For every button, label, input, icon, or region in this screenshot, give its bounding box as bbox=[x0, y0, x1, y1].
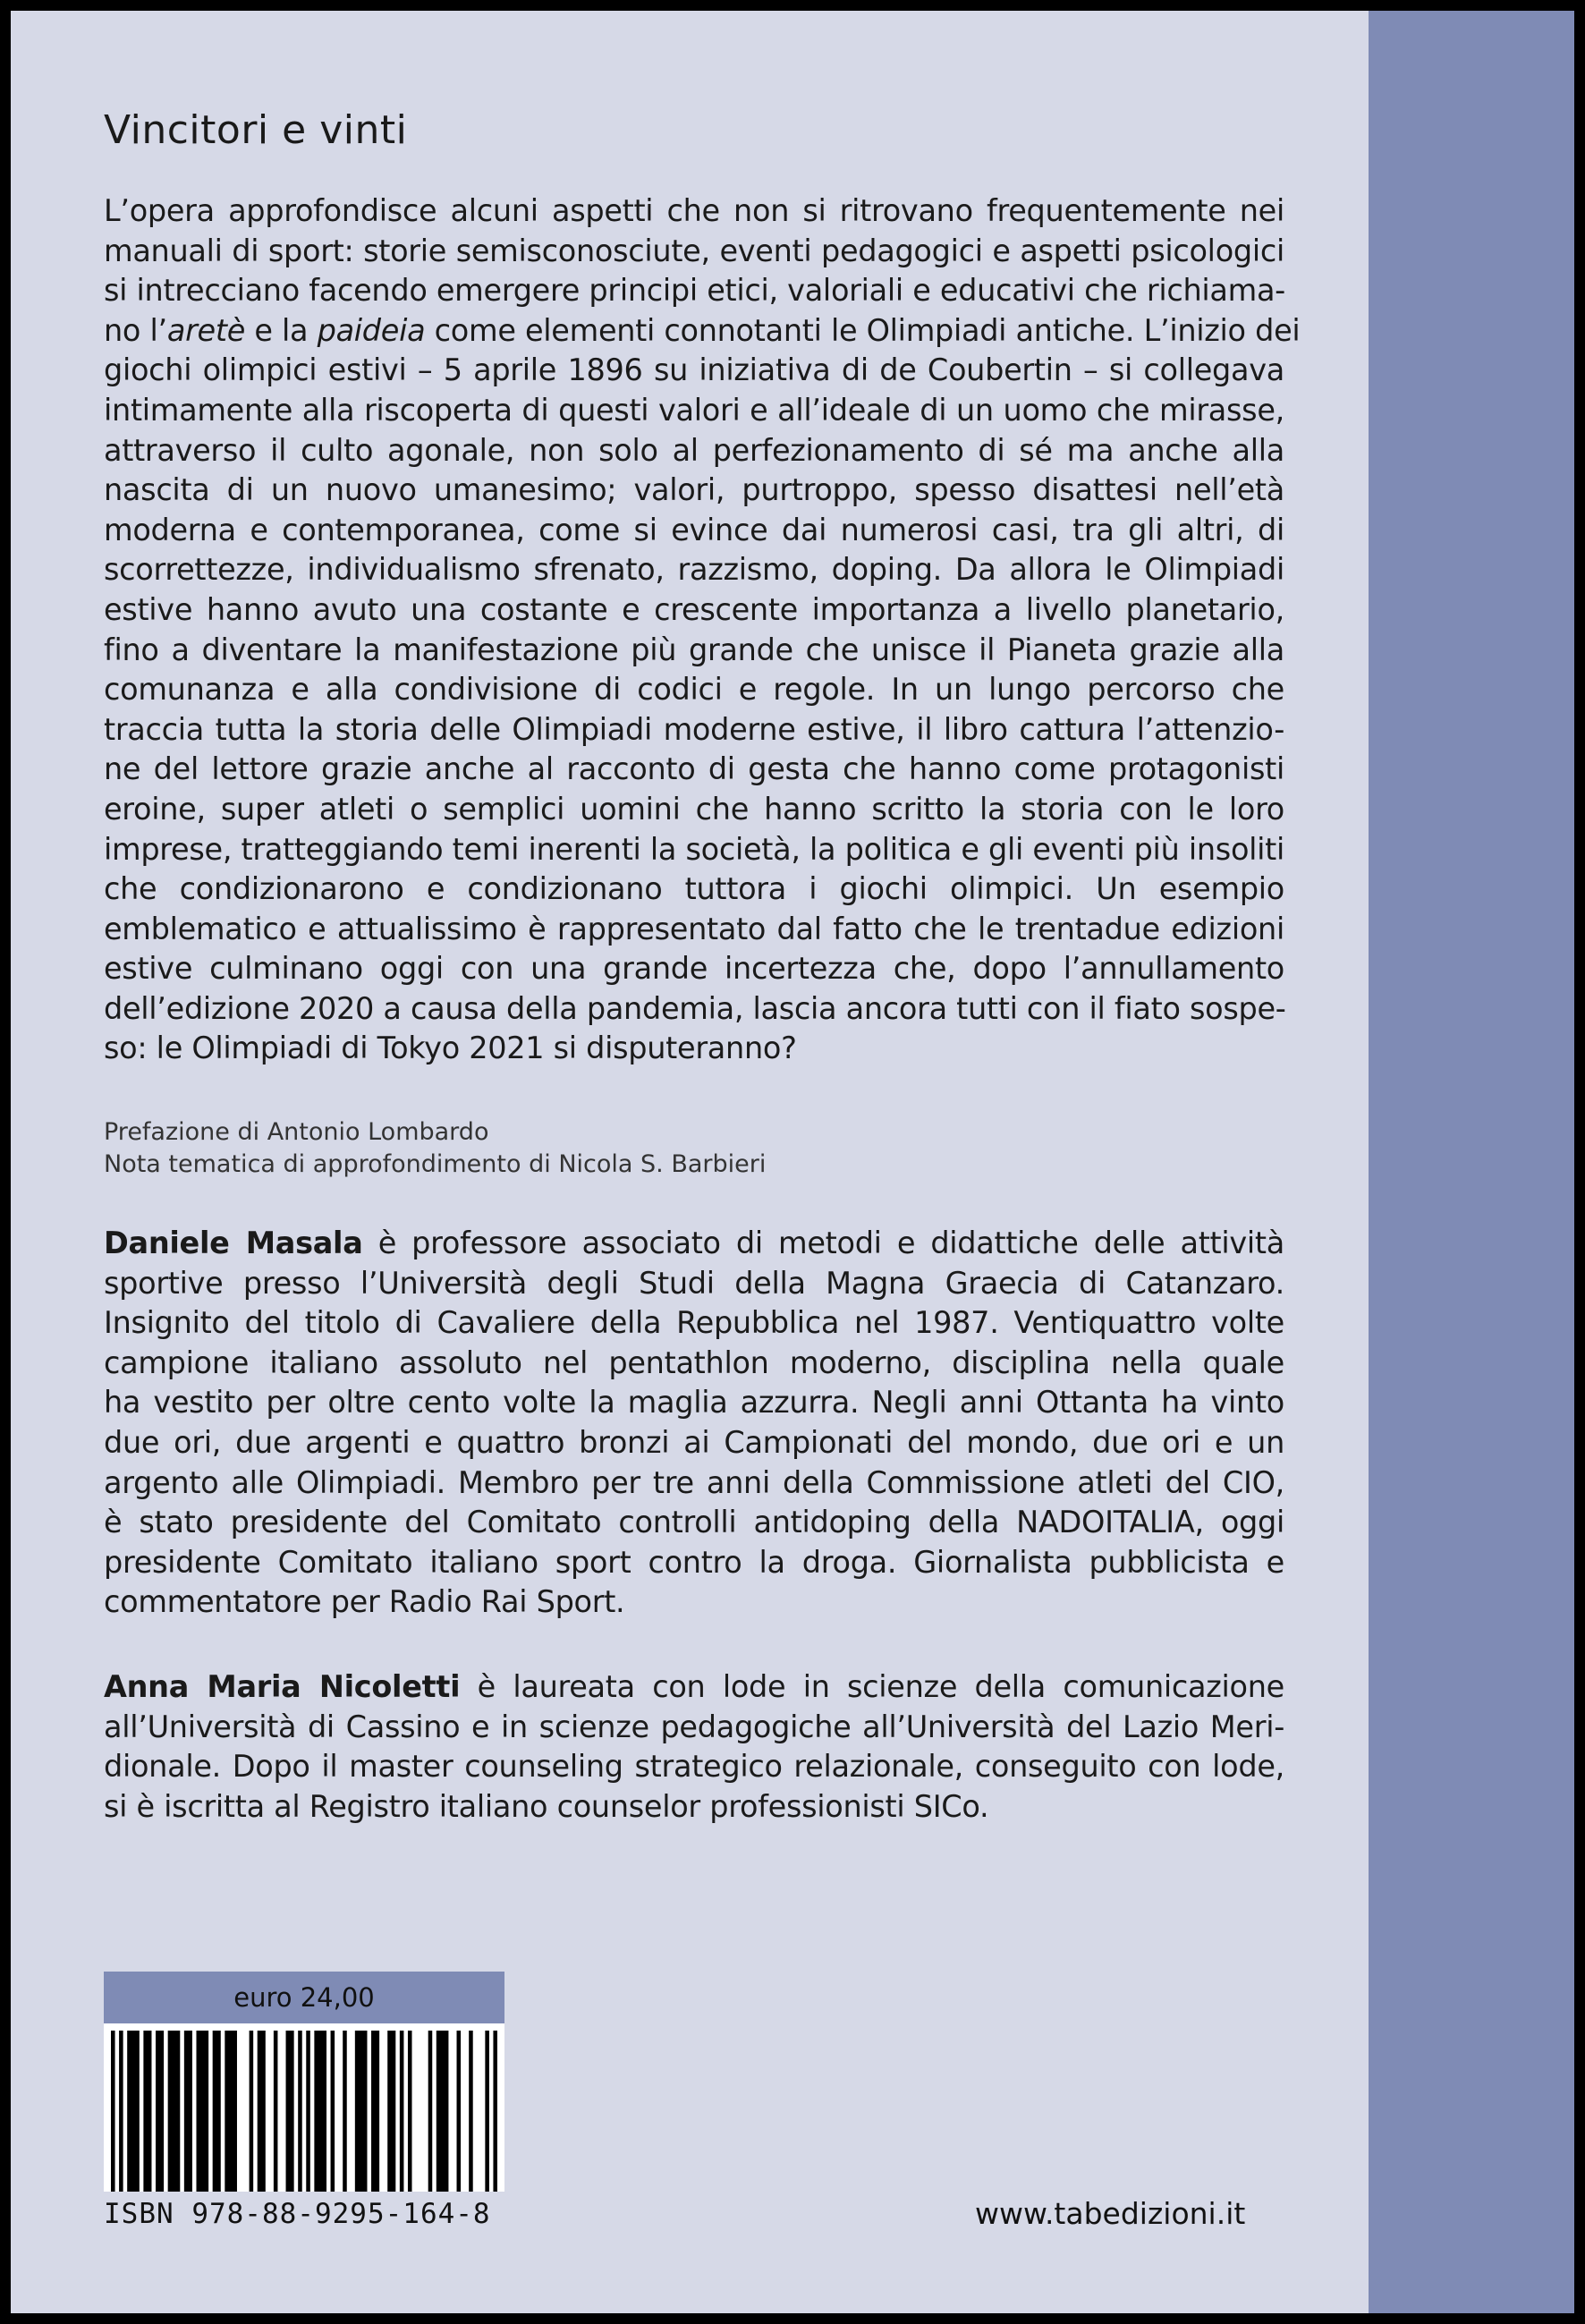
bio-text: è professore associato di metodi e didattiche delle attività bbox=[362, 1226, 1284, 1260]
barcode-bar bbox=[331, 2031, 335, 2195]
barcode-bar bbox=[168, 2031, 181, 2195]
barcode-bar bbox=[408, 2031, 412, 2195]
synopsis-italic-term: aretè bbox=[166, 312, 246, 348]
synopsis-line: estive culminano oggi con una grande incertezza che, dopo l’annullamento bbox=[104, 951, 1284, 987]
back-cover bbox=[11, 11, 1574, 2313]
synopsis bbox=[104, 191, 1301, 1069]
bio-line bbox=[104, 1224, 1284, 1264]
author-bio-masala bbox=[104, 1224, 1284, 1623]
barcode-bar bbox=[143, 2031, 151, 2195]
barcode-bar bbox=[213, 2031, 221, 2195]
barcode-bar bbox=[387, 2031, 395, 2195]
bio-line bbox=[104, 1667, 1284, 1708]
synopsis-line: moderna e contemporanea, come si evince dai numerosi casi, tra gli altri, di bbox=[104, 512, 1284, 547]
bio-line: ha vestito per oltre cento volte la maglia azzurra. Negli anni Ottanta ha vinto bbox=[104, 1385, 1284, 1421]
barcode-bar bbox=[258, 2031, 266, 2195]
synopsis-line: intimamente alla riscoperta di questi valori e all’ideale di un uomo che mirasse, bbox=[104, 392, 1284, 428]
synopsis-line: nascita di un nuovo umanesimo; valori, purtroppo, spesso disattesi nell’età bbox=[104, 472, 1284, 508]
synopsis-line: attraverso il culto agonale, non solo al perfezionamento di sé ma anche alla bbox=[104, 432, 1284, 468]
barcode-bar bbox=[156, 2031, 164, 2195]
author-name: Daniele Masala bbox=[104, 1226, 363, 1260]
barcode-bar bbox=[274, 2031, 278, 2195]
synopsis-line: giochi olimpici estivi – 5 aprile 1896 su iniziativa di de Coubertin – si collegava bbox=[104, 352, 1284, 388]
synopsis-line: L’opera approfondisce alcuni aspetti che non si ritrovano frequentemente nei bbox=[104, 193, 1284, 228]
bio-text: è laureata con lode in scienze della comunicazione bbox=[460, 1669, 1284, 1704]
publisher-website: www.tabedizioni.it bbox=[975, 2196, 1246, 2231]
barcode-bar bbox=[400, 2031, 404, 2195]
synopsis-text: come elementi connotanti le Olimpiadi antiche. L’inizio dei bbox=[425, 312, 1301, 348]
bio-line: dionale. Dopo il master counseling strategico relazionale, conseguito con lode, bbox=[104, 1749, 1284, 1785]
synopsis-line: fino a diventare la manifestazione più grande che unisce il Pianeta grazie alla bbox=[104, 632, 1284, 667]
barcode-bar bbox=[493, 2031, 497, 2195]
bio-line: campione italiano assoluto nel pentathlon moderno, disciplina nella quale bbox=[104, 1344, 1284, 1380]
barcode bbox=[104, 2023, 504, 2202]
barcode-bar bbox=[355, 2031, 368, 2195]
barcode-bar bbox=[343, 2031, 347, 2195]
synopsis-line: estive hanno avuto una costante e crescente importanza a livello planetario, bbox=[104, 591, 1284, 627]
bio-line: sportive presso l’Università degli Studi della Magna Graecia di Catanzaro. bbox=[104, 1265, 1284, 1301]
barcode-bar bbox=[457, 2031, 462, 2195]
preface-credit: Prefazione di Antonio Lombardo bbox=[104, 1118, 489, 1146]
barcode-bar bbox=[371, 2031, 379, 2195]
barcode-bar bbox=[111, 2031, 115, 2195]
author-name: Anna Maria Nicoletti bbox=[104, 1669, 461, 1704]
synopsis-line bbox=[104, 311, 1301, 352]
bio-line: presidente Comitato italiano sport contro la droga. Giornalista pubblicista e bbox=[104, 1544, 1284, 1580]
bio-line: due ori, due argenti e quattro bronzi ai Campionati del mondo, due ori e un bbox=[104, 1424, 1284, 1460]
synopsis-line: comunanza e alla condivisione di codici e regole. In un lungo percorso che bbox=[104, 672, 1284, 708]
barcode-bar bbox=[225, 2031, 237, 2195]
bio-line: si è iscritta al Registro italiano counselor professionisti SICo. bbox=[104, 1788, 989, 1824]
synopsis-line: che condizionarono e condizionano tuttora i giochi olimpici. Un esempio bbox=[104, 871, 1284, 907]
author-bio-nicoletti bbox=[104, 1667, 1284, 1827]
barcode-image bbox=[111, 2031, 497, 2195]
price-label: euro 24,00 bbox=[104, 1972, 504, 2023]
barcode-bar bbox=[184, 2031, 192, 2195]
synopsis-line: so: le Olimpiadi di Tokyo 2021 si disputeranno? bbox=[104, 1031, 797, 1066]
bio-line: Insignito del titolo di Cavaliere della Repubblica nel 1987. Ventiquattro volte bbox=[104, 1305, 1284, 1341]
barcode-bar bbox=[119, 2031, 123, 2195]
bio-line: commentatore per Radio Rai Sport. bbox=[104, 1584, 625, 1620]
cover-spine-band bbox=[1369, 11, 1574, 2313]
synopsis-line: si intrecciano facendo emergere principi etici, valoriali e educativi che richiama- bbox=[104, 273, 1285, 309]
synopsis-line: imprese, tratteggiando temi inerenti la società, la politica e gli eventi più insoliti bbox=[104, 831, 1284, 867]
bio-line: è stato presidente del Comitato controlli antidoping della NADOITALIA, oggi bbox=[104, 1505, 1284, 1540]
barcode-bar bbox=[250, 2031, 254, 2195]
synopsis-line: traccia tutta la storia delle Olimpiadi moderne estive, il libro cattura l’attenzio- bbox=[104, 711, 1284, 747]
synopsis-line: eroine, super atleti o semplici uomini che hanno scritto la storia con le loro bbox=[104, 791, 1284, 827]
barcode-bar bbox=[298, 2031, 302, 2195]
synopsis-text: e la bbox=[245, 312, 318, 348]
synopsis-line: scorrettezze, individualismo sfrenato, razzismo, doping. Da allora le Olimpiadi bbox=[104, 552, 1284, 588]
barcode-bar bbox=[314, 2031, 326, 2195]
credits bbox=[104, 1116, 766, 1181]
barcode-bar bbox=[428, 2031, 433, 2195]
bio-line: argento alle Olimpiadi. Membro per tre anni della Commissione atleti del CIO, bbox=[104, 1464, 1284, 1500]
isbn-number: ISBN 978-88-9295-164-8 bbox=[104, 2192, 504, 2236]
synopsis-text: no l’ bbox=[104, 312, 167, 348]
synopsis-line: manuali di sport: storie semisconosciute, eventi pedagogici e aspetti psicologici bbox=[104, 233, 1284, 268]
barcode-bar bbox=[127, 2031, 140, 2195]
barcode-bar bbox=[286, 2031, 294, 2195]
synopsis-line: dell’edizione 2020 a causa della pandemia, lascia ancora tutti con il fiato sospe- bbox=[104, 990, 1286, 1026]
bio-line: all’Università di Cassino e in scienze pedagogiche all’Università del Lazio Meri- bbox=[104, 1709, 1284, 1744]
barcode-bar bbox=[485, 2031, 489, 2195]
barcode-bar bbox=[437, 2031, 449, 2195]
synopsis-line: emblematico e attualissimo è rappresentato dal fatto che le trentadue edizioni bbox=[104, 911, 1284, 946]
barcode-bar bbox=[196, 2031, 208, 2195]
barcode-bar bbox=[306, 2031, 310, 2195]
note-credit: Nota tematica di approfondimento di Nicola S. Barbieri bbox=[104, 1150, 767, 1178]
synopsis-italic-term: paideia bbox=[317, 312, 426, 348]
synopsis-line: ne del lettore grazie anche al racconto di gesta che hanno come protagonisti bbox=[104, 751, 1284, 787]
book-title: Vincitori e vinti bbox=[104, 107, 408, 153]
barcode-bar bbox=[469, 2031, 473, 2195]
